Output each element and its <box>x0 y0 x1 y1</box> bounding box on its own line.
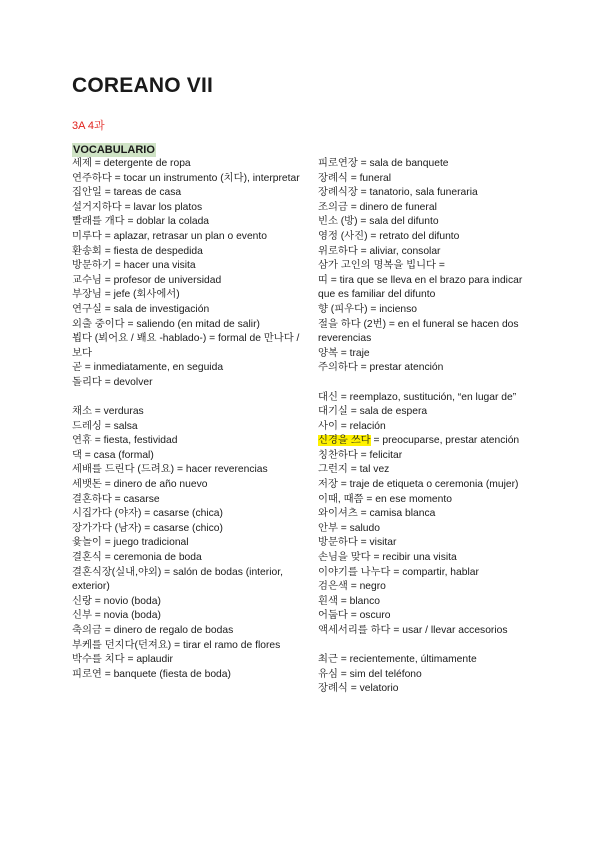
lesson-label: 3A 4과 <box>72 120 105 132</box>
vocab-entry: 장가가다 (남자) = casarse (chico) <box>72 522 223 534</box>
section-heading-vocabulario: VOCABULARIO <box>73 144 155 156</box>
vocab-entry: 세배를 드린다 (드려요) = hacer reverencias <box>72 464 268 476</box>
vocab-entry: 윷놀이 = juego tradicional <box>72 537 189 549</box>
vocab-entry: 방문하기 = hacer una visita <box>72 260 196 272</box>
vocab-entry: 어둡다 = oscuro <box>318 610 391 622</box>
vocab-entry: 향 (피우다) = incienso <box>318 303 418 315</box>
vocab-entry: 사이 = relación <box>318 420 386 432</box>
vocab-entry: 대기실 = sala de espera <box>318 406 428 418</box>
vocab-entry: 환송회 = fiesta de despedida <box>72 245 203 257</box>
vocab-entry: 결혼하다 = casarse <box>72 493 160 505</box>
vocab-entry: 박수를 치다 = aplaudir <box>72 654 173 666</box>
vocab-entry: 삼가 고인의 명복을 빕니다 = <box>318 260 445 272</box>
vocab-entry: 댁 = casa (formal) <box>72 449 154 461</box>
vocab-entry: 와이셔츠 = camisa blanca <box>318 508 436 520</box>
spacer <box>318 639 530 654</box>
vocab-entry: 연구실 = sala de investigación <box>72 303 210 315</box>
vocab-entry: 그런지 = tal vez <box>318 464 390 476</box>
vocab-entry: 곧 = inmediatamente, en seguida <box>72 362 224 374</box>
vocab-entry: 주의하다 = prestar atención <box>318 362 444 374</box>
vocab-entry: 빨래를 개다 = doblar la colada <box>72 216 210 228</box>
vocab-entry: 빈소 (방) = sala del difunto <box>318 216 439 228</box>
vocab-entry: 세뱃돈 = dinero de año nuevo <box>72 479 208 491</box>
vocab-entry: 집안일 = tareas de casa <box>72 187 182 199</box>
vocab-entry: 설거지하다 = lavar los platos <box>72 201 203 213</box>
document-title: COREANO VII <box>72 74 214 97</box>
vocab-entry: 검은색 = negro <box>318 581 386 593</box>
vocab-entry: 양복 = traje <box>318 347 370 359</box>
vocab-entry: 저장 = traje de etiqueta o ceremonia (mujer) <box>318 479 519 491</box>
vocab-entry: 흰색 = blanco <box>318 595 380 607</box>
vocab-entry: 세제 = detergente de ropa <box>72 158 191 169</box>
vocab-entry: 띠 = tira que se lleva en el brazo para indicar que es familiar del difunto <box>318 274 523 301</box>
vocab-entry: 액세서리를 하다 = usar / llevar accesorios <box>318 625 508 636</box>
vocab-column-right <box>318 157 530 697</box>
vocab-entry: 최근 = recientemente, últimamente <box>318 654 477 666</box>
vocab-entry: 영정 (사진) = retrato del difunto <box>318 230 460 242</box>
vocab-entry: 장례식 = velatorio <box>318 683 399 695</box>
vocab-entry: 부케를 던지다(던져요) = tirar el ramo de flores <box>72 639 281 651</box>
vocab-entry: 연휴 = fiesta, festividad <box>72 435 178 447</box>
vocab-entry: 신랑 = novio (boda) <box>72 595 161 607</box>
spacer <box>318 376 530 391</box>
vocab-entry: 시집가다 (야자) = casarse (chica) <box>72 508 223 520</box>
vocab-entry: 유심 = sim del teléfono <box>318 668 422 680</box>
vocab-entry: 절을 하다 (2번) = en el funeral se hacen dos reverencias <box>318 318 519 345</box>
vocab-entry: 결혼식 = ceremonia de boda <box>72 552 202 564</box>
vocab-entry: 채소 = verduras <box>72 406 144 418</box>
vocab-entry: 칭찬하다 = felicitar <box>318 449 403 461</box>
vocab-entry: 돌리다 = devolver <box>72 376 153 388</box>
vocab-entry: 결혼식장(실내,야외) = salón de bodas (interior, exterior) <box>72 566 283 593</box>
vocab-entry: 외출 중이다 = saliendo (en mitad de salir) <box>72 318 260 330</box>
vocab-entry: 연주하다 = tocar un instrumento (치다), interpretar <box>72 172 300 184</box>
vocab-column-left <box>72 157 308 682</box>
vocab-entry: 피로연 = banquete (fiesta de boda) <box>72 668 231 680</box>
vocab-entry: 위로하다 = aliviar, consolar <box>318 245 441 257</box>
vocab-entry: 손님을 맞다 = recibir una visita <box>318 552 457 564</box>
vocab-entry: 조의금 = dinero de funeral <box>318 201 437 213</box>
vocab-entry: 신부 = novia (boda) <box>72 610 161 622</box>
vocab-entry: 미루다 = aplazar, retrasar un plan o evento <box>72 230 267 242</box>
spacer <box>72 391 308 406</box>
vocab-entry: 교수님 = profesor de universidad <box>72 274 222 286</box>
vocab-entry: 피로연장 = sala de banquete <box>318 158 449 169</box>
highlighted-term: 신경을 쓰다 <box>318 435 371 447</box>
vocab-entry: 이야기를 나누다 = compartir, hablar <box>318 566 479 578</box>
vocab-entry: 축의금 = dinero de regalo de bodas <box>72 625 234 636</box>
vocab-entry-highlighted <box>318 434 530 449</box>
vocab-entry: 방문하다 = visitar <box>318 537 397 549</box>
highlighted-definition: = preocuparse, prestar atención <box>370 435 520 447</box>
vocab-entry: 뵙다 (뵈어요 / 봬요 -hablado-) = formal de 만나다 / 보다 <box>72 333 300 359</box>
vocab-entry: 부장님 = jefe (회사에서) <box>72 289 180 301</box>
vocab-entry: 대신 = reemplazo, sustitución, “en lugar de” <box>318 391 517 403</box>
vocab-entry: 안부 = saludo <box>318 522 380 534</box>
vocab-entry: 장례식장 = tanatorio, sala funeraria <box>318 187 478 199</box>
vocab-entry: 이때, 때쯤 = en ese momento <box>318 493 452 505</box>
vocab-entry: 드레싱 = salsa <box>72 420 138 432</box>
vocab-entry: 장례식 = funeral <box>318 172 392 184</box>
